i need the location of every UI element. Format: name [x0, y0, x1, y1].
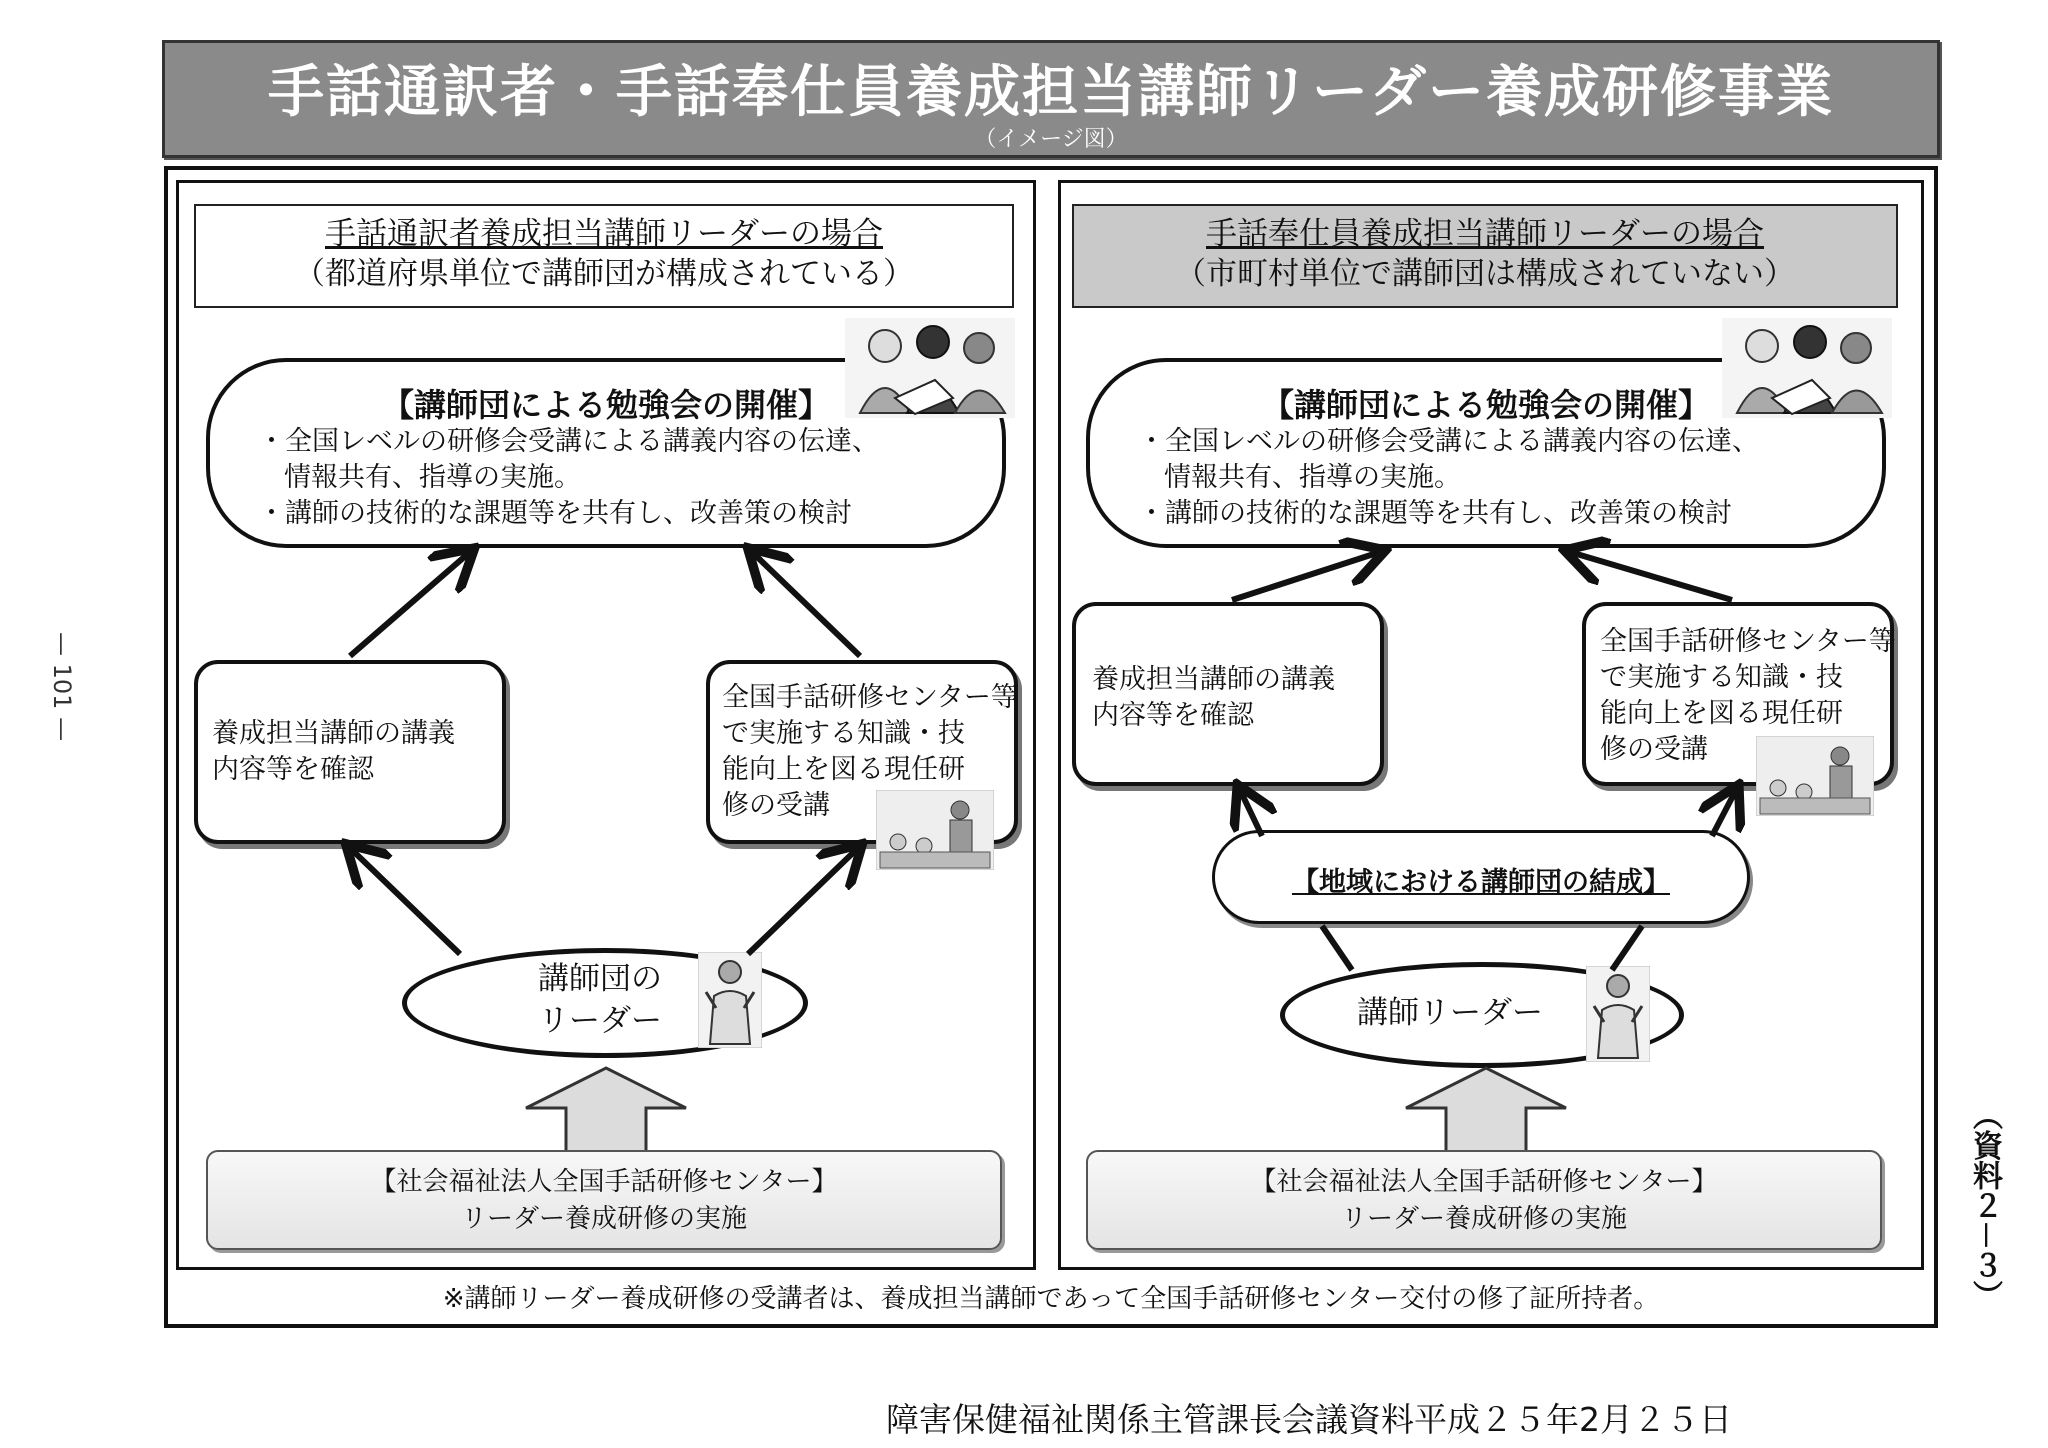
arrow-right-confirm-to-study: [1232, 552, 1380, 600]
right-box-confirm-line2: 内容等を確認: [1092, 700, 1254, 731]
left-bullet1-line2: 情報共有、指導の実施。: [284, 462, 581, 493]
left-box-training-line1: 全国手話研修センター等: [722, 682, 1018, 713]
right-box-training-line4: 修の受講: [1600, 734, 1708, 765]
left-leader-line2: リーダー: [538, 1003, 662, 1039]
left-leader-line1: 講師団の: [538, 961, 662, 997]
right-box-training-line3: 能向上を図る現任研: [1600, 698, 1843, 729]
side-label: （資料２－３）: [1967, 1100, 2002, 1310]
arrow-left-leader-to-confirm: [350, 848, 460, 954]
right-header-title: 手話奉仕員養成担当講師リーダーの場合: [1206, 216, 1764, 252]
arrow-right-region-to-training: [1712, 790, 1736, 836]
region-title: 【地域における講師団の結成】: [1292, 867, 1670, 898]
left-bullet1-line1: ・全国レベルの研修会受講による講義内容の伝達、: [258, 426, 879, 457]
line-right-leader-to-region-right: [1612, 926, 1642, 970]
left-header-subtitle: （都道府県単位で講師団が構成されている）: [294, 256, 914, 292]
left-box-training-line2: で実施する知識・技: [722, 718, 965, 749]
arrow-right-training-to-study: [1570, 552, 1732, 600]
right-bottom-line2: リーダー養成研修の実施: [1340, 1204, 1627, 1234]
page-title: 手話通訳者・手話奉仕員養成担当講師リーダー養成研修事業: [268, 60, 1834, 125]
left-box-confirm-line2: 内容等を確認: [212, 754, 374, 785]
page-subtitle: （イメージ図）: [974, 127, 1128, 152]
footnote: ※講師リーダー養成研修の受講者は、養成担当講師であって全国手話研修センター交付の修了証所持者。: [442, 1284, 1660, 1314]
left-header-title: 手話通訳者養成担当講師リーダーの場合: [325, 216, 883, 252]
left-study-title: 【講師団による勉強会の開催】: [381, 386, 830, 424]
right-box-training-line2: で実施する知識・技: [1600, 662, 1843, 693]
left-bottom-line2: リーダー養成研修の実施: [460, 1204, 747, 1234]
right-box-confirm-line1: 養成担当講師の講義: [1092, 664, 1335, 695]
line-right-leader-to-region-left: [1322, 926, 1352, 970]
arrow-right-region-to-confirm: [1240, 790, 1262, 836]
right-study-title: 【講師団による勉強会の開催】: [1261, 386, 1710, 424]
left-box-training-line4: 修の受講: [722, 790, 830, 821]
arrow-left-leader-to-training: [748, 848, 858, 954]
right-header-subtitle: （市町村単位で講師団は構成されていない）: [1175, 256, 1795, 292]
left-bottom-line1: 【社会福祉法人全国手話研修センター】: [370, 1167, 838, 1197]
page-number: — 101 —: [48, 632, 76, 742]
left-bullet2: ・講師の技術的な課題等を共有し、改善策の検討: [258, 498, 852, 529]
right-bullet1-line1: ・全国レベルの研修会受講による講義内容の伝達、: [1138, 426, 1759, 457]
source-citation: 障害保健福祉関係主管課長会議資料平成２５年2月２５日: [886, 1400, 1732, 1439]
right-bullet2: ・講師の技術的な課題等を共有し、改善策の検討: [1138, 498, 1732, 529]
arrow-left-confirm-to-study: [350, 552, 470, 656]
left-box-training-line3: 能向上を図る現任研: [722, 754, 965, 785]
right-bottom-line1: 【社会福祉法人全国手話研修センター】: [1250, 1167, 1718, 1197]
left-box-confirm-line1: 養成担当講師の講義: [212, 718, 455, 749]
right-bullet1-line2: 情報共有、指導の実施。: [1164, 462, 1461, 493]
right-leader-text: 講師リーダー: [1357, 995, 1543, 1031]
arrow-left-training-to-study: [752, 552, 860, 656]
right-box-training-line1: 全国手話研修センター等: [1600, 626, 1896, 657]
